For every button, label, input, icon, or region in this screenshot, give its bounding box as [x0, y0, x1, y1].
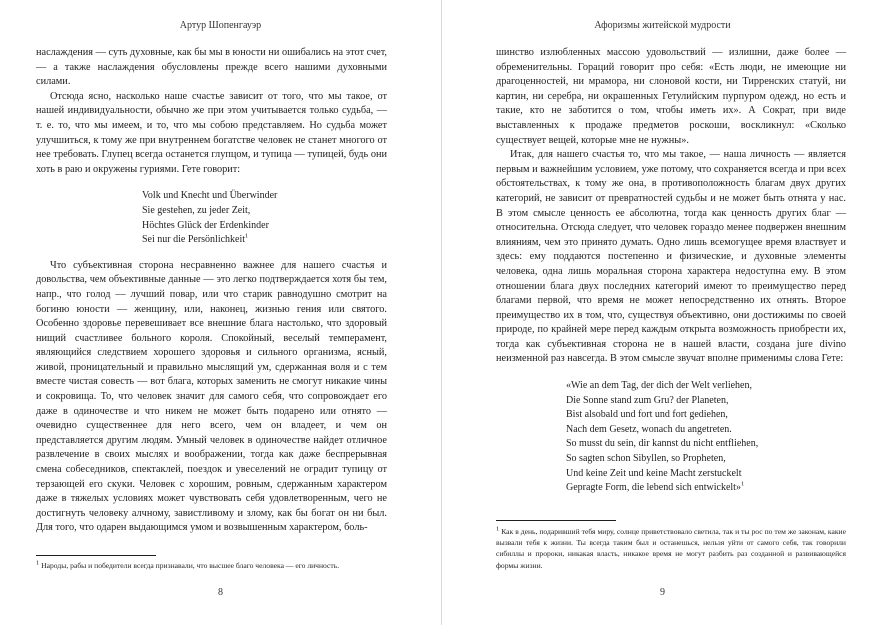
footnote-rule — [496, 520, 616, 521]
poem-line: «Wie an dem Tag, der dich der Welt verliehen, — [566, 380, 752, 392]
footnote-right: $^1$ Как в день, подаривший тебя миру, солнце приветствовало светила, так и ты рос по тем же законам, какие вызвали тебя к жизни. Ты всегда таким был и останешься, нельзя уйти от самого себя, так говорили сибиллы и пророки, никакая власть, никакое время не могут разбить раз созданной и развивающейся формы жизни. — [496, 525, 846, 570]
goethe-quote-german — [142, 189, 387, 247]
footnote-rule — [36, 555, 156, 556]
right-page — [442, 0, 883, 625]
footnote-marker: 1 — [740, 480, 745, 488]
right-page-body — [496, 46, 846, 507]
footnote-left: $^1$ Народы, рабы и победители всегда признавали, что высшее благо человека — его личность. — [36, 559, 340, 570]
poem-line: Bist alsobald und fort und fort gediehen, — [566, 409, 728, 421]
paragraph: Отсюда ясно, насколько наше счастье зависит от того, что мы такое, от нашей индивидуальности, обычно же при этом учитывается только судьба, — т. е. то, что мы имеем, и то, что мы собою представляем. Но судьба может улучшиться, к тому же при внутреннем богатстве человек не станет многого от нее требовать. Глупец всегда останется глупцом, и тупица — тупицей, будь они хоть в раю и окружены гуриями. Гете говорит: — [36, 90, 387, 175]
poem-line: Nach dem Gesetz, wonach du angetreten. — [566, 423, 732, 435]
poem-line: Sei nur die Persönlichkeit$^1$ — [142, 232, 249, 246]
left-page-body — [36, 46, 387, 536]
paragraph: наслаждения — суть духовные, как бы мы в юности ни ошибались на этот счет, — а также наслаждения обусловлены прежде всего нашими духовными силами. — [36, 47, 387, 88]
page-number-right: 9 — [660, 587, 665, 598]
poem-line: Und keine Zeit und keine Macht zerstuckelt — [566, 467, 742, 479]
poem-line: So musst du sein, dir kannst du nicht entfliehen, — [566, 438, 759, 450]
goethe-quote-german — [566, 379, 846, 496]
running-head-left: Артур Шопенгауэр — [179, 20, 262, 31]
poem-line: Gepragte Form, die lebend sich entwickelt»$^1$ — [566, 480, 745, 494]
footnote-marker: 1 — [245, 232, 249, 240]
poem-line: Volk und Knecht und Überwinder — [142, 190, 278, 202]
paragraph: шинство излюбленных массою удовольствий — излишни, даже более — обременительны. Гораций говорит про себя: «Есть люди, не имеющие ни драгоценностей, ни мрамора, ни слоновой кости, ни Тирренских статуй, ни картин, ни серебра, ни окрашенных Гетулийским пурпуром одежд, но есть и такие, кто не заботится о том, чтобы иметь их». А Сократ, при виде выставленных к продаже предметов роскоши, воскликнул: «Сколько существует вещей, которые мне не нужны». — [496, 47, 846, 146]
paragraph: Итак, для нашего счастья то, что мы такое, — наша личность — является первым и важнейшим условием, уже потому, что сохраняется всегда и при всех обстоятельствах, к тому же она, в противоположность благам двух других категорий, не зависит от превратностей судьбы и не может быть отнята у нас. В этом смысле ценность ее абсолютна, тогда как ценность других благ — относительна. Отсюда следует, что человек гораздо менее подвержен внешним влияниям, чем это принято думать. Одно лишь всемогущее время властвует и здесь: ему поддаются постепенно и физические, и духовные элементы человека, одна лишь моральная сторона характера недоступна ему. В этом отношении блага двух последних категорий имеют то преимущество перед благами первой, что время не может непосредственно их отнять. Второе преимущество их в том, что, существуя объективно, они достижимы по своей природе, по крайней мере перед каждым открыта возможность приобрести их, тогда как субъективная сторона не в нашей власти, создана jure divino неизменной раз навсегда. В этом смысле звучат вполне применимы слова Гете: — [496, 149, 846, 365]
poem-line: So sagten schon Sibyllen, so Propheten, — [566, 453, 726, 465]
page-number-left: 8 — [218, 587, 223, 598]
poem-line: Die Sonne stand zum Gru? der Planeten, — [566, 394, 729, 406]
poem-line: Sie gestehen, zu jeder Zeit, — [142, 204, 251, 216]
paragraph: Что субъективная сторона несравненно важнее для нашего счастья и довольства, чем объективные данные — это легко подтверждается хотя бы тем, напр., что голод — лучший повар, или что старик равнодушно смотрит на богиню юности — женщину, или, наконец, жизнью гения или святого. Особенно здоровье перевешивает все внешние блага настолько, что здоровый нищий счастливее больного короля. Спокойный, веселый темперамент, являющийся следствием хорошего здоровья и сильного организма, ясный, живой, проницательный и правильно мыслящий ум, сдержанная воля и с тем вместе чистая совесть — вот блага, которых заменить не смогут никакие чины и сокровища. То, что человек значит для самого себя, что сопровождает его даже в одиночестве и что никем не может быть подарено или отнято — очевидно существеннее для него всего, чем он владеет, и чем он представляется другим людям. Умный человек в одиночестве найдет отличное развлечение в своих мыслях и воображении, тогда как даже беспрерывная смена собеседников, спектаклей, поездок и увеселений не оградит тупицу от терзающей его скуки. Человек с хорошим, ровным, сдержанным характером даже в тяжелых условиях может чувствовать себя удовлетворенным, чего не достигнуть человеку алчному, завистливому и злому, как бы богат он ни был. Для того, что одарен выдающимся умом и возвышенным характером, боль- — [36, 259, 387, 534]
poem-line: Höchtes Glück der Erdenkinder — [142, 219, 269, 231]
left-page — [0, 0, 441, 625]
running-head-right: Афоризмы житейской мудрости — [594, 20, 731, 31]
